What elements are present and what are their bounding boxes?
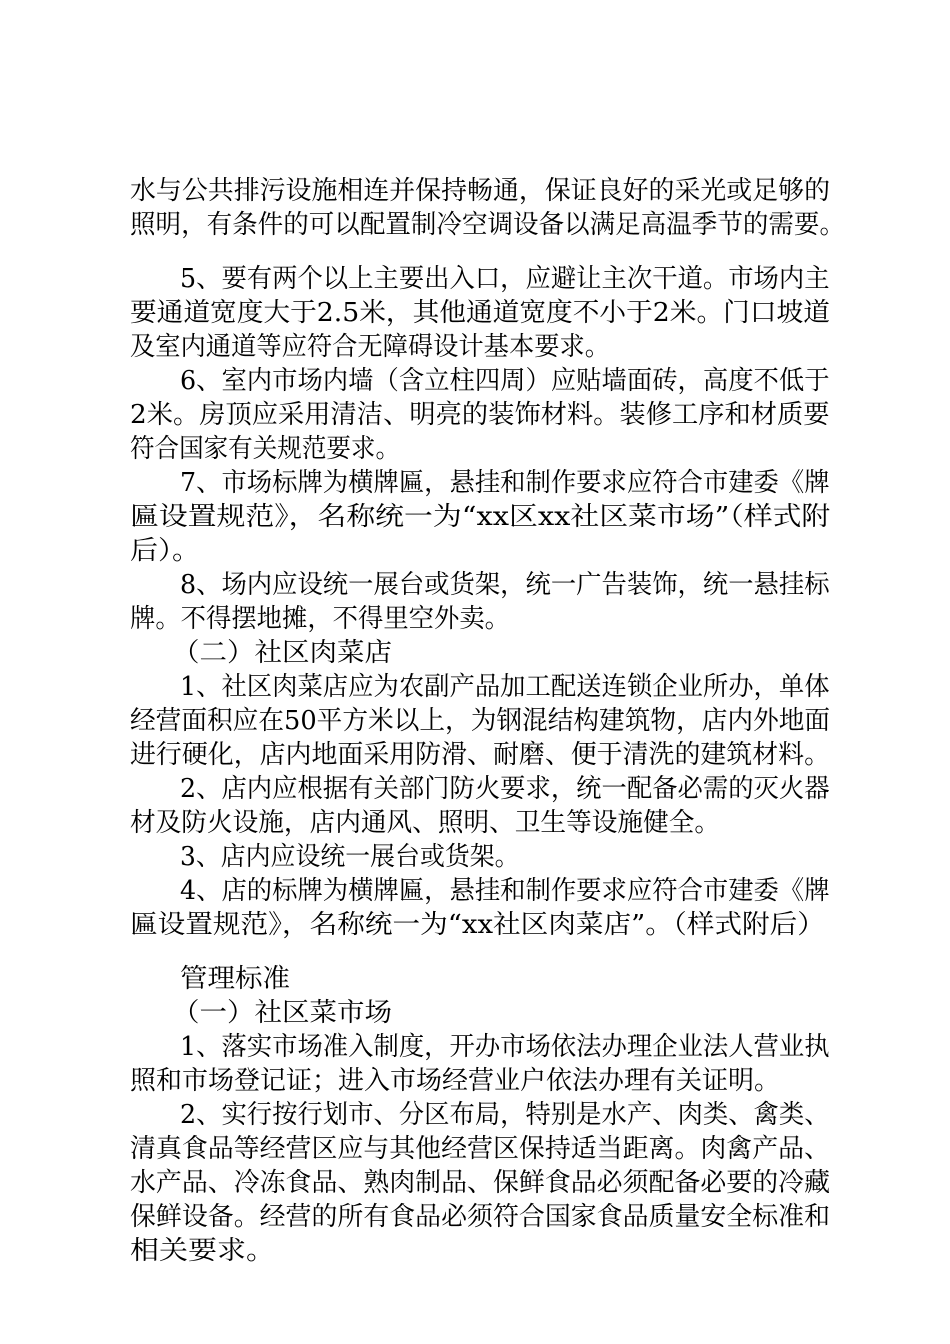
paragraph-line: 3、店内应设统一展台或货架。: [180, 842, 520, 872]
paragraph-line: 经营面积应在50平方米以上，为钢混结构建筑物，店内外地面: [130, 706, 831, 736]
paragraph-line: 水产品、冷冻食品、熟肉制品、保鲜食品必须配备必要的冷藏: [130, 1168, 831, 1198]
section-heading: （二）社区肉菜店: [172, 638, 393, 668]
paragraph-line: 保鲜设备。经营的所有食品必须符合国家食品质量安全标准和: [130, 1202, 831, 1232]
paragraph-line: 4、店的标牌为横牌匾，悬挂和制作要求应符合市建委《牌: [180, 876, 830, 906]
paragraph-line: 照明，有条件的可以配置制冷空调设备以满足高温季节的需要。: [130, 210, 846, 240]
paragraph-line: 及室内通道等应符合无障碍设计基本要求。: [130, 332, 611, 362]
paragraph-line: 匾设置规范》，名称统一为“xx区xx社区菜市场”（样式附: [130, 502, 831, 532]
paragraph-line: 进行硬化，店内地面采用防滑、耐磨、便于清洗的建筑材料。: [130, 740, 831, 770]
paragraph-line: 照和市场登记证；进入市场经营业户依法办理有关证明。: [130, 1066, 781, 1096]
paragraph-line: 8、场内应设统一展台或货架，统一广告装饰，统一悬挂标: [180, 570, 830, 600]
paragraph-line: 水与公共排污设施相连并保持畅通，保证良好的采光或足够的: [130, 176, 831, 206]
paragraph-line: 符合国家有关规范要求。: [130, 434, 401, 464]
paragraph-line: 2、店内应根据有关部门防火要求，统一配备必需的灭火器: [180, 774, 830, 804]
paragraph-line: 后）。: [130, 536, 201, 566]
paragraph-line: 要通道宽度大于2.5米，其他通道宽度不小于2米。门口坡道: [130, 298, 830, 328]
paragraph-line: 匾设置规范》，名称统一为“xx社区肉菜店”。（样式附后）: [130, 910, 825, 940]
section-heading: 管理标准: [180, 964, 291, 994]
paragraph-line: 6、室内市场内墙（含立柱四周）应贴墙面砖，高度不低于: [180, 366, 830, 396]
paragraph-line: 材及防火设施，店内通风、照明、卫生等设施健全。: [130, 808, 721, 838]
paragraph-line: 1、社区肉菜店应为农副产品加工配送连锁企业所办，单体: [180, 672, 830, 702]
paragraph-line: 牌。不得摆地摊，不得里空外卖。: [130, 604, 511, 634]
paragraph-line: 2米。房顶应采用清洁、明亮的装饰材料。装修工序和材质要: [130, 400, 830, 430]
paragraph-line: 相关要求。: [130, 1236, 276, 1266]
paragraph-line: 2、实行按行划市、分区布局，特别是水产、肉类、禽类、: [180, 1100, 830, 1130]
section-heading: （一）社区菜市场: [172, 998, 393, 1028]
paragraph-line: 5、要有两个以上主要出入口，应避让主次干道。市场内主: [180, 264, 830, 294]
paragraph-line: 清真食品等经营区应与其他经营区保持适当距离。肉禽产品、: [130, 1134, 831, 1164]
paragraph-line: 7、市场标牌为横牌匾，悬挂和制作要求应符合市建委《牌: [180, 468, 830, 498]
paragraph-line: 1、落实市场准入制度，开办市场依法办理企业法人营业执: [180, 1032, 830, 1062]
